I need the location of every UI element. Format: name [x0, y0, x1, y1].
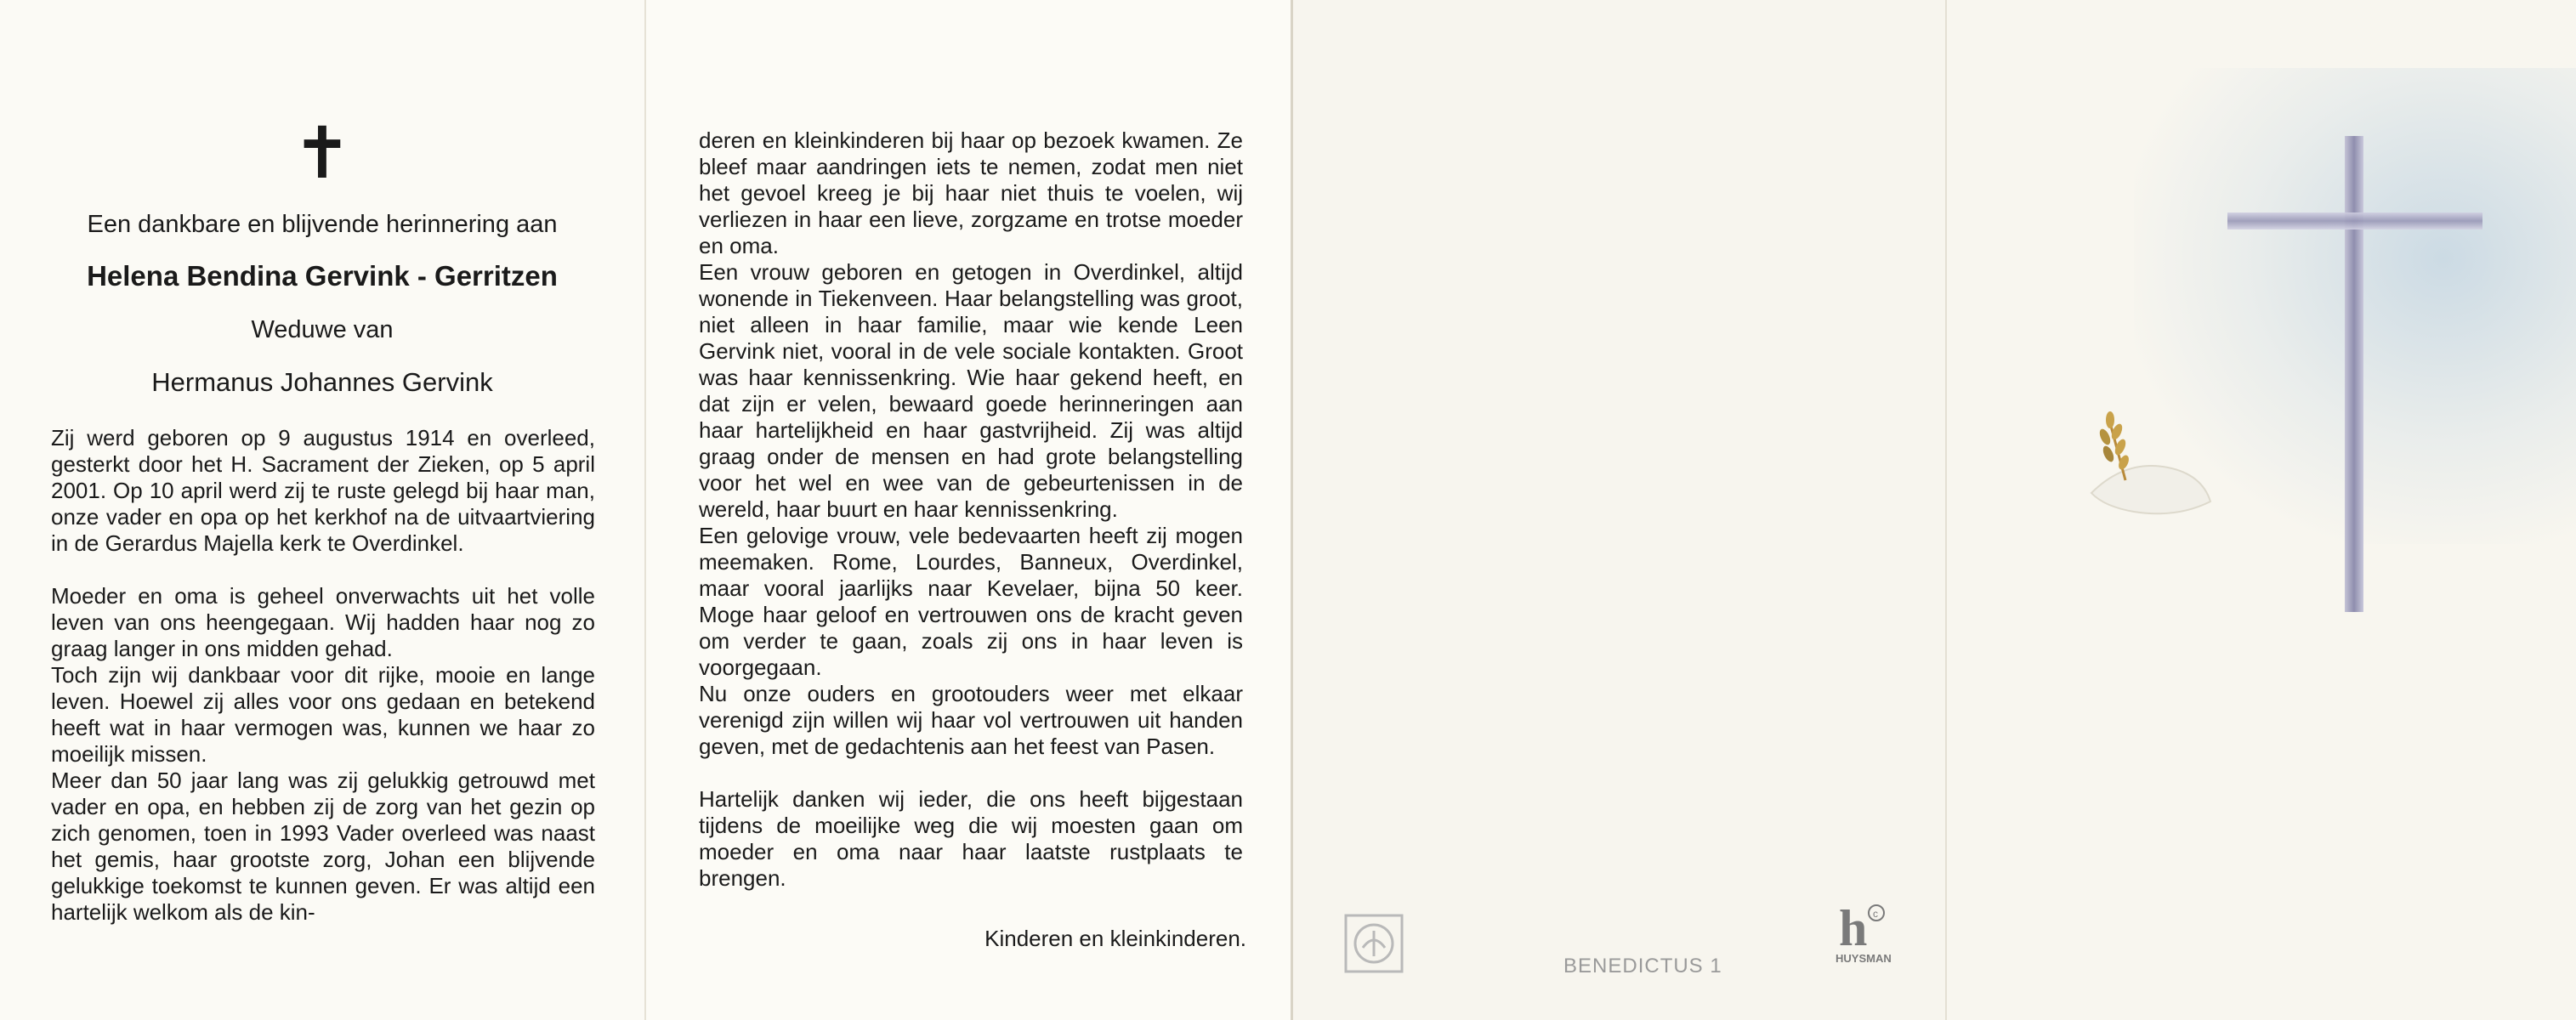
publisher-logo-text: HUYSMAN [1836, 952, 1892, 965]
paragraph: Toch zijn wij dankbaar voor dit rijke, mooie en lange leven. Hoewel zij alles voor ons gedaan en betekend heeft wat in haar vermogen was, kunnen we haar zo moeilijk missen. [51, 662, 595, 767]
publisher-emblem-icon [1344, 914, 1404, 973]
huysman-logo-icon [1834, 901, 1893, 982]
closing-signature: Kinderen en kleinkinderen. [984, 926, 1246, 951]
right-inside-panel [644, 0, 1291, 1020]
svg-text:h: h [1839, 901, 1868, 956]
biography-text-left [51, 425, 595, 926]
paragraph: deren en kleinkinderen bij haar op bezoek kwamen. Ze bleef maar aandringen iets te nemen, zodat men niet het gevoel kreeg je bij haar niet thuis te voelen, wij verliezen in haar een lieve, zorgzame en trotse moeder en oma. [699, 128, 1243, 258]
back-cover-panel [1291, 0, 1945, 1020]
cross-horizontal-beam [2227, 212, 2482, 230]
paragraph: Nu onze ouders en grootouders weer met elkaar verenigd zijn willen wij haar vol vertrouwen uit handen geven, met de gedachtenis aan het feest van Pasen. [699, 681, 1243, 759]
dove-with-wheat-icon [2074, 400, 2219, 527]
series-label: BENEDICTUS 1 [1563, 955, 1722, 978]
svg-text:c: c [1873, 908, 1878, 920]
paragraph: Een vrouw geboren en getogen in Overdinkel, altijd wonende in Tiekenveen. Haar belangstelling was groot, niet alleen in haar familie, maar wie kende Leen Gervink niet, vooral in de vele sociale kontakten. Groot was haar kennissenkring. Wie haar gekend heeft, en dat zijn er velen, bewaard goede herinneringen aan haar hartelijkheid en haar gastvrijheid. Zij was altijd graag onder de mensen en had grote belangstelling voor het wel en wee van de gebeurtenissen in de wereld, haar buurt en haar kennissenkring. [699, 259, 1243, 522]
paragraph: Moeder en oma is geheel onverwachts uit het volle leven van ons heengegaan. Wij hadden haar nog zo graag langer in ons midden gehad. [51, 583, 595, 661]
cross-illustration-icon [2227, 136, 2482, 612]
intro-line: Een dankbare en blijvende herinnering aan [87, 211, 558, 238]
paragraph: Meer dan 50 jaar lang was zij gelukkig getrouwd met vader en opa, en hebben zij de zorg van het gezin op zich genomen, toen in 1993 Vader overleed was naast het gemis, haar grootste zorg, Johan een blijvende gelukkige toekomst te kunnen geven. Er was altijd een hartelijk welkom als de kin- [51, 768, 595, 925]
husband-name: Hermanus Johannes Gervink [151, 367, 493, 397]
widow-of-label: Weduwe van [251, 316, 394, 343]
biography-text-right [699, 128, 1243, 892]
cross-vertical-beam [2345, 136, 2363, 612]
cross-icon: ✝ [292, 113, 353, 193]
deceased-name: Helena Bendina Gervink - Gerritzen [87, 260, 558, 292]
front-cover-panel [1945, 0, 2576, 1020]
left-inside-panel [0, 0, 644, 1020]
thanks-paragraph: Hartelijk danken wij ieder, die ons heeft bijgestaan tijdens de moeilijke weg die wij moesten gaan om moeder en oma naar haar laatste rustplaats te brengen. [699, 786, 1243, 891]
paragraph: Een gelovige vrouw, vele bedevaarten heeft zij mogen meemaken. Rome, Lourdes, Banneux, Overdinkel, maar vooral jaarlijks naar Kevelaer, bijna 50 keer. Moge haar geloof en vertrouwen ons de kracht geven om verder te gaan, zoals zij ons in haar leven is voorgegaan. [699, 523, 1243, 680]
paragraph: Zij werd geboren op 9 augustus 1914 en overleed, gesterkt door het H. Sacrament der Zieken, op 5 april 2001. Op 10 april werd zij te ruste gelegd bij haar man, onze vader en opa op het kerkhof na de uitvaartviering in de Gerardus Majella kerk te Overdinkel. [51, 425, 595, 556]
